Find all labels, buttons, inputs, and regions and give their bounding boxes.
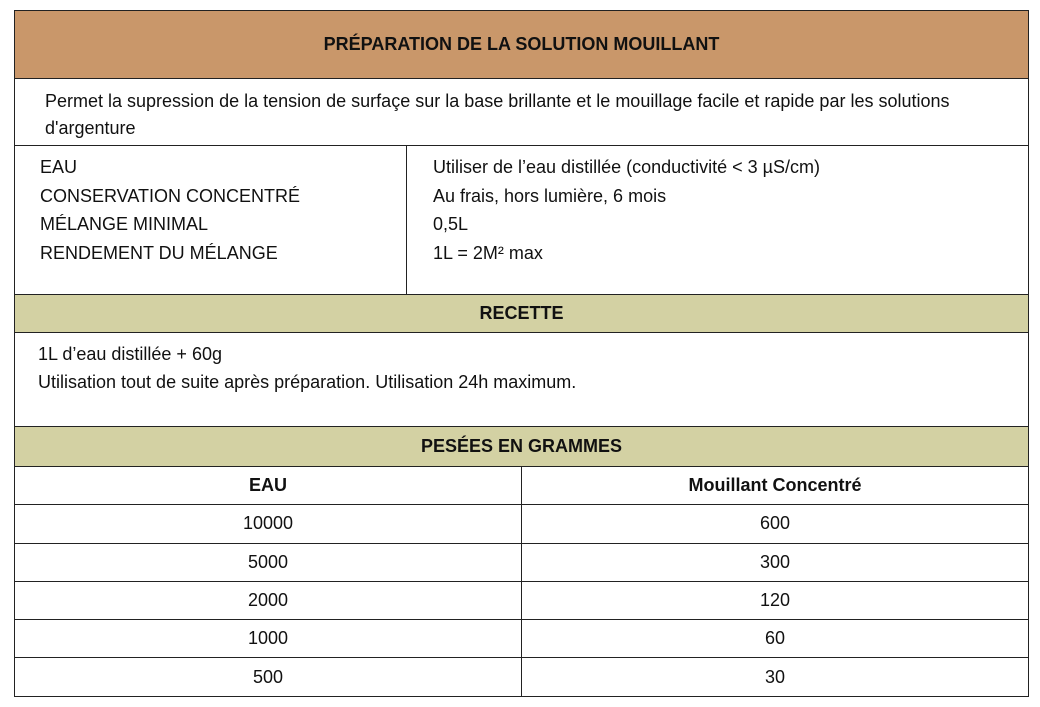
cell-mouillant: 60	[764, 628, 786, 649]
spec-value: 0,5L	[433, 214, 469, 234]
cell-eau: 1000	[15, 620, 522, 657]
table-row	[14, 620, 1029, 658]
cell-mouillant: 300	[759, 551, 791, 572]
page-title	[14, 10, 1029, 79]
recette-heading	[14, 295, 1029, 333]
specs-values	[407, 146, 1028, 294]
recette-line: Utilisation tout de suite après préparation. Utilisation 24h maximum.	[38, 372, 577, 392]
description-text: Permet la supression de la tension de surfaçe sur la base brillante et le mouillage facile et rapide par les solutions d'argenture	[45, 91, 950, 138]
page-title-text: PRÉPARATION DE LA SOLUTION MOUILLANT	[323, 34, 720, 54]
spec-label: MÉLANGE MINIMAL	[40, 214, 209, 234]
table-row	[14, 582, 1029, 620]
pesees-heading	[14, 427, 1029, 467]
spec-label: RENDEMENT DU MÉLANGE	[40, 242, 278, 263]
cell-mouillant: 120	[759, 590, 791, 611]
cell-eau: 5000	[15, 544, 522, 581]
column-header-eau: EAU	[15, 467, 522, 504]
cell-mouillant: 600	[759, 513, 791, 534]
spec-value: 1L = 2M² max	[433, 242, 543, 263]
description	[14, 79, 1029, 146]
recette-line: 1L d’eau distillée + 60g	[38, 344, 222, 364]
spec-label: EAU	[40, 157, 78, 177]
spec-label: CONSERVATION CONCENTRÉ	[40, 185, 301, 206]
column-header-mouillant: Mouillant Concentré	[688, 475, 862, 496]
cell-eau: 500	[15, 658, 522, 695]
table-row	[14, 505, 1029, 543]
cell-eau: 10000	[15, 505, 522, 542]
table-row	[14, 544, 1029, 582]
cell-eau: 2000	[15, 582, 522, 619]
specs-table	[14, 146, 1029, 295]
recette-heading-text: RECETTE	[479, 303, 564, 323]
preparation-sheet	[14, 10, 1029, 697]
pesees-table-header	[14, 467, 1029, 505]
pesees-heading-text: PESÉES EN GRAMMES	[420, 436, 623, 456]
cell-mouillant: 30	[764, 666, 786, 687]
spec-value: Au frais, hors lumière, 6 mois	[433, 185, 667, 206]
specs-labels	[15, 146, 407, 294]
recette-body	[14, 333, 1029, 427]
spec-value: Utiliser de l’eau distillée (conductivité < 3 µS/cm)	[433, 157, 821, 177]
table-row	[14, 658, 1029, 696]
